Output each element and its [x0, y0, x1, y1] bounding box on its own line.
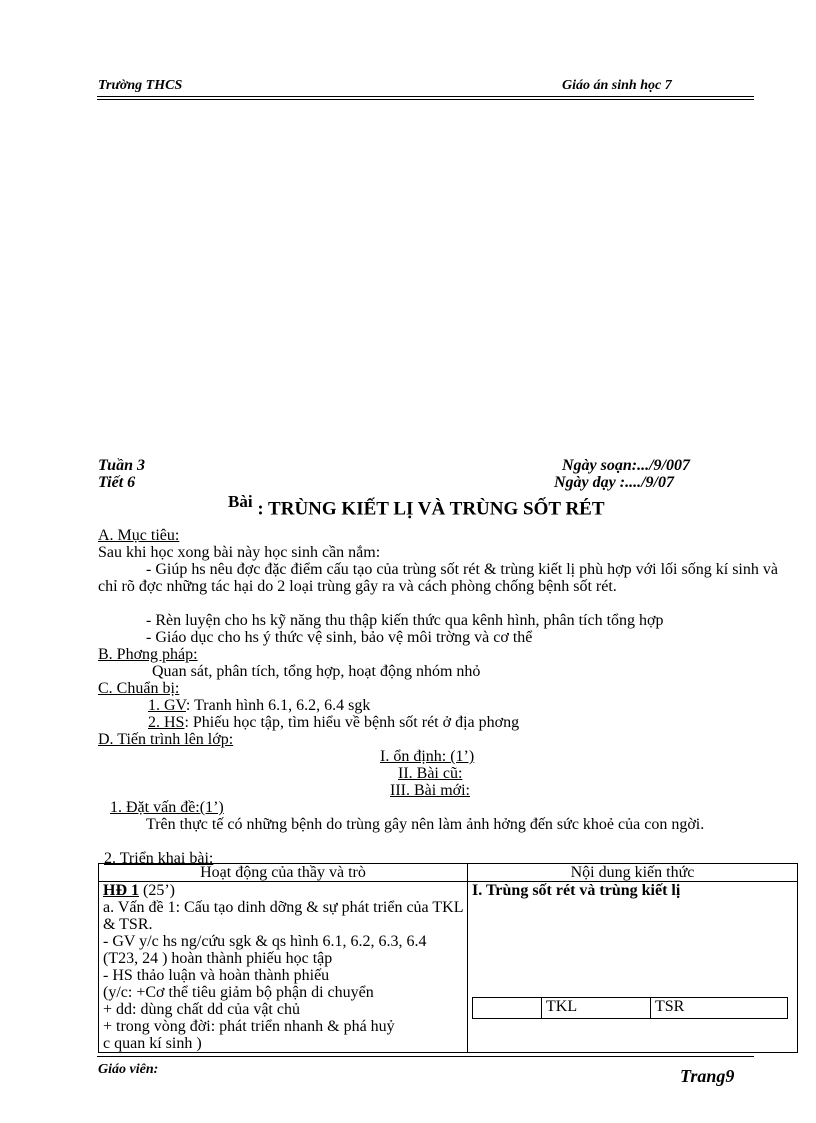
hd-time: (25’)	[139, 882, 175, 899]
hd-line	[103, 882, 463, 899]
issue-text: Trên thực tế có những bệnh do trùng gây nên làm ảnh hởng đến sức khoẻ của con ngời.	[146, 816, 705, 833]
school-name: Trường THCS	[98, 78, 183, 93]
lesson-table	[98, 863, 798, 1053]
content-cell	[468, 882, 798, 1053]
lesson-title	[228, 492, 605, 520]
content-heading: I. Trùng sốt rét và trùng kiết lị	[472, 882, 681, 899]
prep-text-gv: : Tranh hình 6.1, 6.2, 6.4 sgk	[185, 697, 371, 714]
week-label: Tuần 3	[98, 457, 145, 474]
table-row	[99, 882, 798, 1053]
hd-label: HĐ 1	[103, 882, 139, 899]
activity-line: - HS thảo luận và hoàn thành phiếu	[103, 967, 330, 984]
activity-cell	[99, 882, 468, 1053]
issue-heading: 1. Đặt vấn đề:(1’)	[110, 799, 224, 816]
step-stabilize: I. ổn định: (1’)	[380, 748, 475, 765]
title-text: : TRÙNG KIẾT LỊ VÀ TRÙNG SỐT RÉT	[252, 498, 605, 520]
goal-3: - Giáo dục cho hs ý thức vệ sinh, bảo vệ môi trờng và cơ thể	[146, 629, 533, 646]
period-label: Tiết 6	[98, 474, 136, 491]
prep-item-gv	[148, 697, 370, 714]
col-header-content: Nội dung kiến thức	[468, 864, 798, 882]
footer-divider	[97, 1056, 754, 1057]
prep-item-hs	[148, 714, 519, 731]
teach-date: Ngày dạy :..../9/07	[554, 474, 674, 491]
activity-line: (y/c: +Cơ thể tiêu giảm bộ phận di chuyển	[103, 984, 374, 1001]
table-header-row	[99, 864, 798, 882]
compare-col-blank	[473, 998, 542, 1019]
prep-date: Ngày soạn:.../9/007	[562, 457, 690, 474]
activity-line: a. Vấn đề 1: Cấu tạo dinh dỡng & sự phát triển của TKL & TSR.	[103, 899, 463, 933]
deploy-heading: 2. Triển khai bài:	[104, 850, 214, 867]
prep-who-hs: 2. HS	[148, 714, 185, 731]
compare-table	[472, 997, 788, 1019]
subject-name: Giáo án sinh học 7	[562, 78, 672, 93]
teacher-label: Giáo viên:	[98, 1062, 159, 1077]
compare-header-row	[473, 998, 788, 1019]
title-prefix: Bài	[228, 492, 253, 511]
activity-line: + dd: dùng chất dd của vật chủ	[103, 1001, 300, 1018]
activity-line: + trong vòng đời: phát triển nhanh & phá huỷ	[103, 1018, 395, 1035]
prep-who-gv: 1. GV	[148, 697, 186, 714]
page-number: Trang9	[680, 1066, 735, 1086]
prep-text-hs: : Phiếu học tập, tìm hiểu về bệnh sốt rét ở địa phơng	[184, 714, 520, 731]
section-a-heading: A. Mục tiêu:	[98, 527, 180, 544]
section-b-heading: B. Phơng pháp:	[98, 646, 198, 663]
goal-2: - Rèn luyện cho hs kỹ năng thu thập kiến thức qua kênh hình, phân tích tổng hợp	[146, 612, 664, 629]
goal-1: - Giúp hs nêu đợc đặc điểm cấu tạo của trùng sốt rét & trùng kiết lị phù hợp với lối sống kí sinh và chỉ rõ đợc những tác hại do 2 loại trùng gây ra và cách phòng chống bệnh sốt rét.	[98, 561, 778, 595]
col-header-activities: Hoạt động của thầy và trò	[99, 864, 468, 882]
step-new-lesson: III. Bài mới:	[390, 782, 470, 799]
section-b-text: Quan sát, phân tích, tổng hợp, hoạt động nhóm nhỏ	[152, 663, 481, 680]
header-divider	[97, 96, 754, 97]
section-d-heading: D. Tiến trình lên lớp:	[98, 731, 234, 748]
activity-line: c quan kí sinh )	[103, 1035, 202, 1052]
step-old-lesson: II. Bài cũ:	[398, 765, 463, 782]
activity-line: - GV y/c hs ng/cứu sgk & qs hình 6.1, 6.2, 6.3, 6.4 (T23, 24 ) hoàn thành phiếu học tập	[103, 933, 427, 967]
section-c-heading: C. Chuẩn bị:	[98, 680, 180, 697]
compare-col-tkl: TKL	[542, 998, 651, 1019]
compare-col-tsr: TSR	[651, 998, 788, 1019]
section-a-intro: Sau khi học xong bài này học sinh cần nắm:	[98, 544, 381, 561]
header-divider-2	[97, 99, 754, 100]
